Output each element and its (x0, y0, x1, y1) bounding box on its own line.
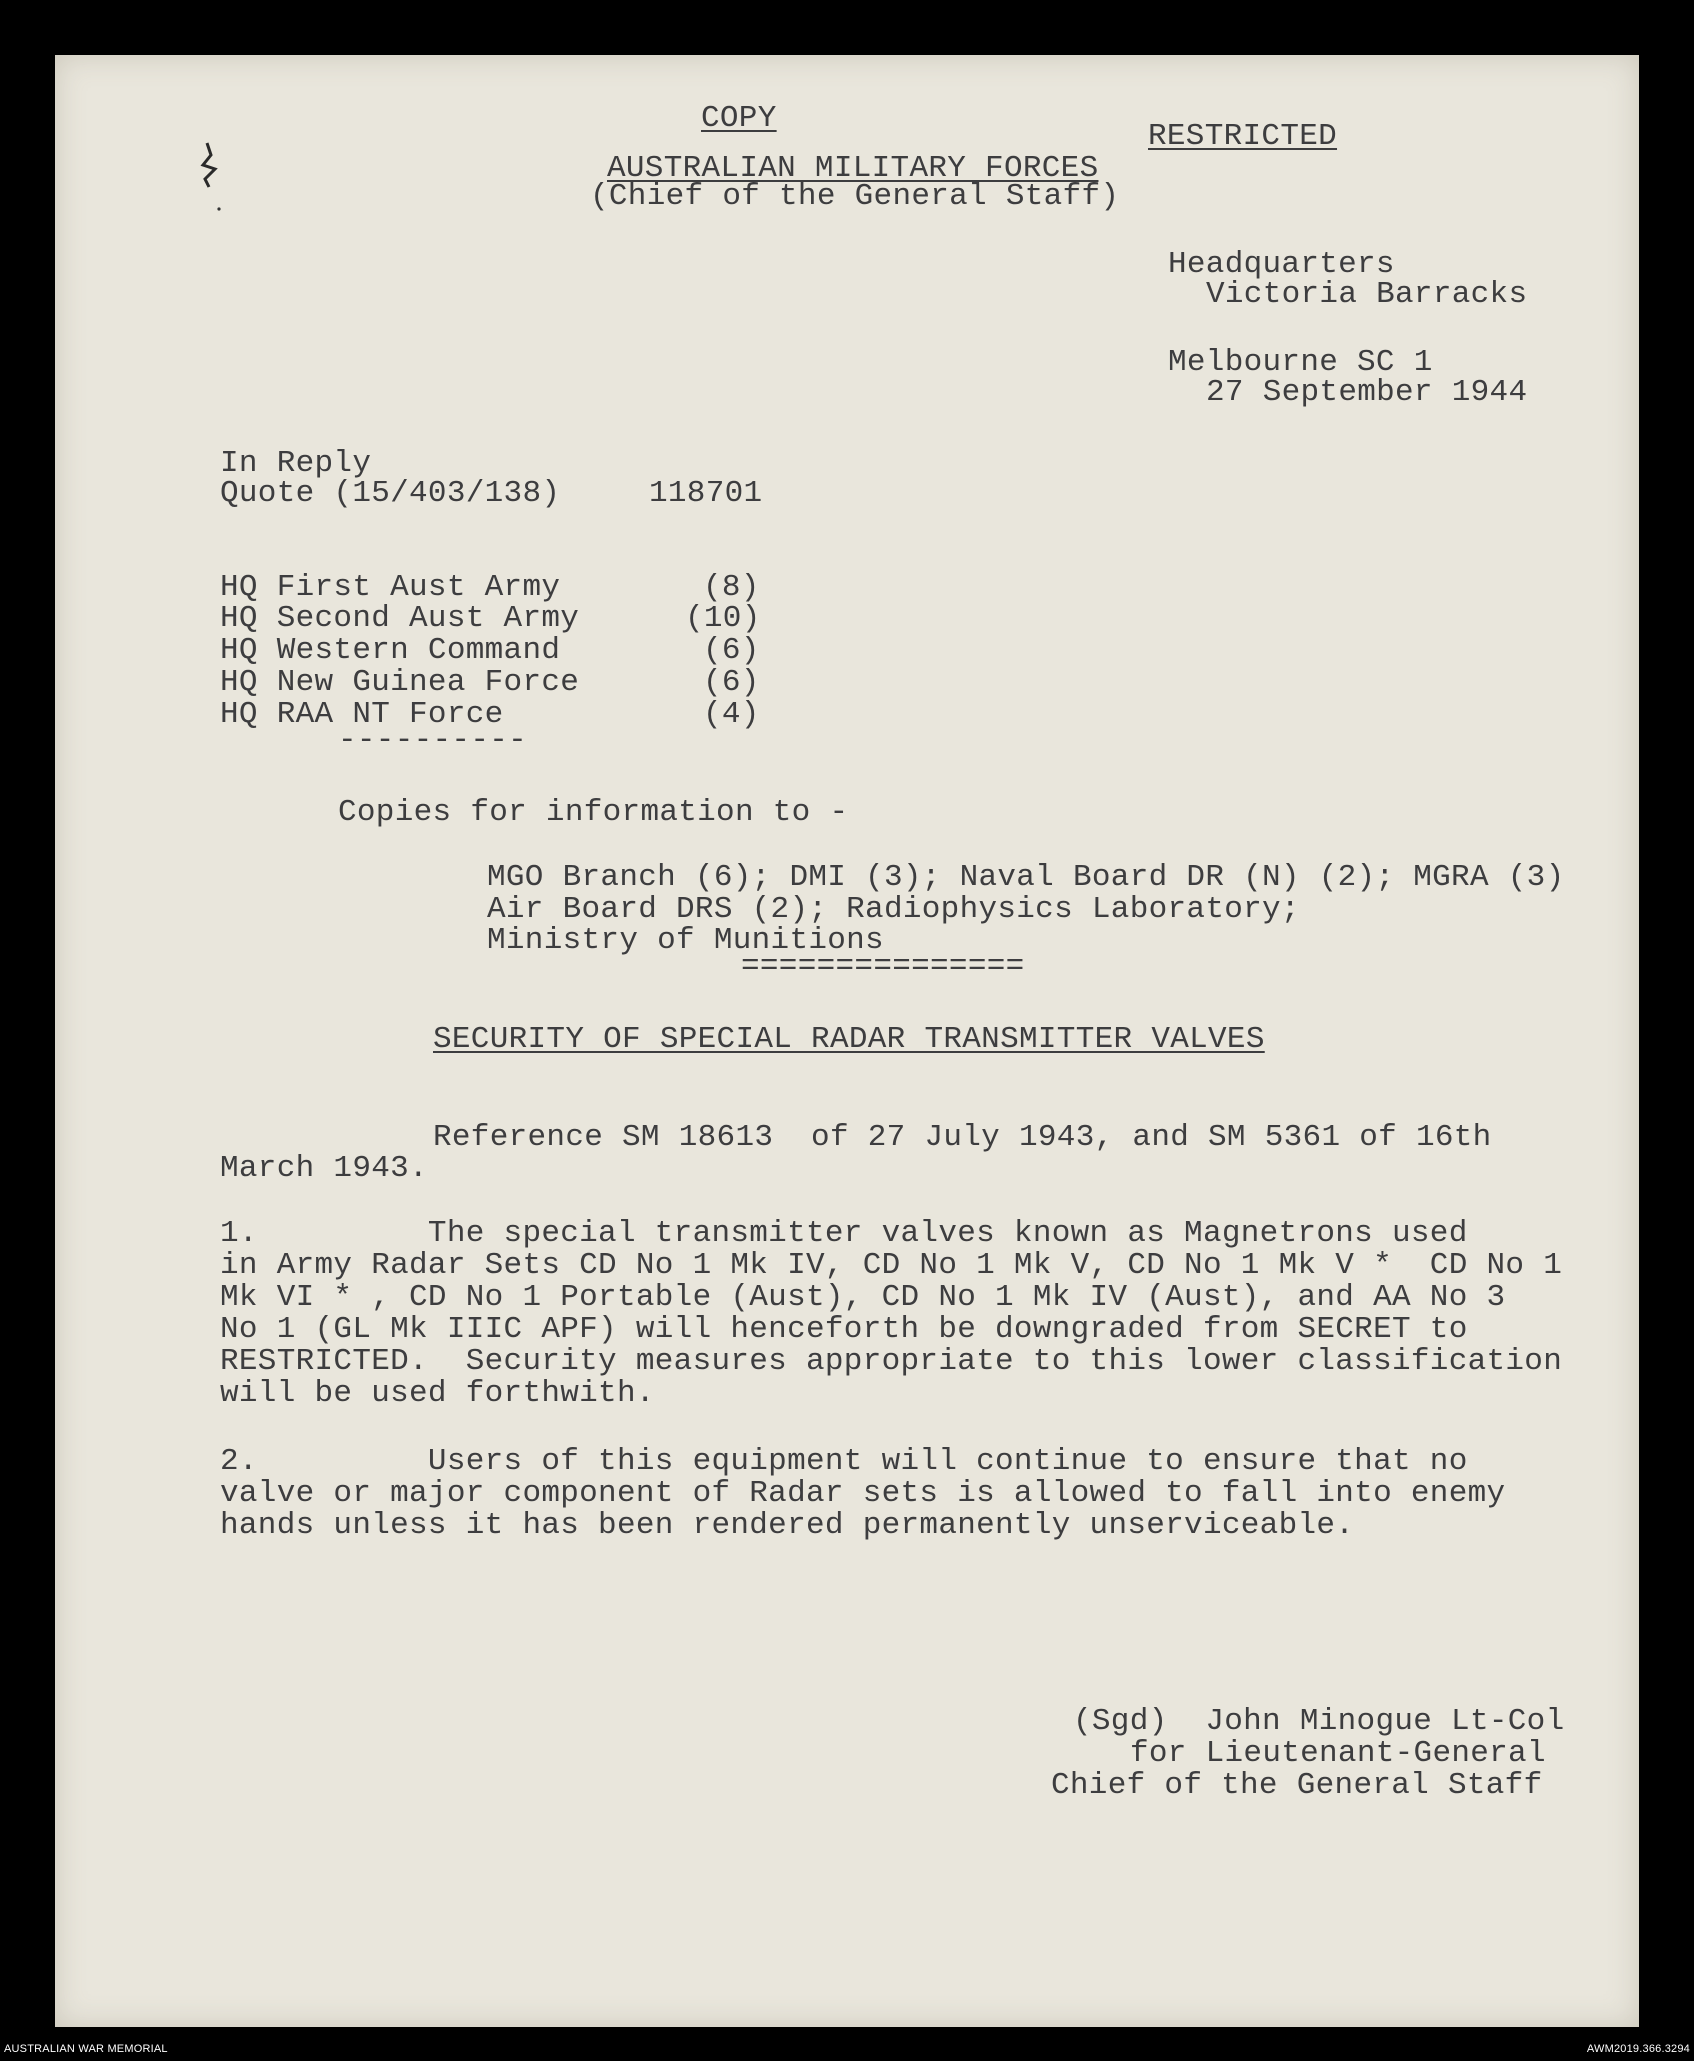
distribution-copies: (8) (703, 570, 760, 605)
classification-label: RESTRICTED (1148, 119, 1338, 154)
distribution-unit: HQ First Aust Army (220, 570, 561, 605)
address-line-2: Victoria Barracks (1206, 277, 1528, 312)
paragraph-2-line: 2. Users of this equipment will continue to ensure that no (220, 1444, 1468, 1479)
address-line-1: Headquarters (1168, 247, 1395, 282)
reference-paragraph-line: Reference SM 18613 of 27 July 1943, and SM 5361 of 16th (433, 1120, 1492, 1155)
distribution-unit: HQ Western Command (220, 633, 561, 668)
paragraph-1-line: RESTRICTED. Security measures appropriate to this lower classification (220, 1344, 1563, 1379)
footer-institution: AUSTRALIAN WAR MEMORIAL (4, 2043, 168, 2055)
distribution-unit: HQ Second Aust Army (220, 601, 580, 636)
distribution-copies: (6) (703, 633, 760, 668)
paragraph-1-line: in Army Radar Sets CD No 1 Mk IV, CD No 1 Mk V, CD No 1 Mk V * CD No 1 (220, 1248, 1563, 1283)
subject-heading: SECURITY OF SPECIAL RADAR TRANSMITTER VALVES (433, 1022, 1265, 1057)
organisation-subtitle: (Chief of the General Staff) (590, 179, 1120, 214)
document-page (55, 55, 1639, 2027)
organisation-title: AUSTRALIAN MILITARY FORCES (607, 151, 1099, 186)
paragraph-2-line: valve or major component of Radar sets is allowed to fall into enemy (220, 1476, 1506, 1511)
distribution-unit: HQ RAA NT Force (220, 697, 504, 732)
in-reply-label: In Reply (220, 446, 372, 481)
distribution-unit: HQ New Guinea Force (220, 665, 580, 700)
distribution-copies: (10) (685, 601, 761, 636)
copies-info-line: Air Board DRS (2); Radiophysics Laboratory; (487, 892, 1300, 927)
copies-info-rule: =============== (741, 949, 1025, 984)
signature-line: for Lieutenant-General (1130, 1736, 1546, 1771)
ink-blot-mark (185, 135, 235, 215)
copies-info-line: MGO Branch (6); DMI (3); Naval Board DR (N) (2); MGRA (3) (487, 860, 1565, 895)
copies-info-line: Ministry of Munitions (487, 923, 884, 958)
paragraph-1-line: 1. The special transmitter valves known as Magnetrons used (220, 1216, 1468, 1251)
reference-number: 118701 (649, 476, 763, 511)
quote-reference: Quote (15/403/138) (220, 476, 561, 511)
address-line-3: Melbourne SC 1 (1168, 345, 1433, 380)
paragraph-1-line: No 1 (GL Mk IIIC APF) will henceforth be downgraded from SECRET to (220, 1312, 1468, 1347)
paragraph-1-line: Mk VI * , CD No 1 Portable (Aust), CD No 1 Mk IV (Aust), and AA No 3 (220, 1280, 1506, 1315)
signature-line: Chief of the General Staff (1051, 1768, 1543, 1803)
signature-line: (Sgd) John Minogue Lt-Col (1073, 1704, 1565, 1739)
footer-accession-number: AWM2019.366.3294 (1586, 2043, 1690, 2055)
letter-date: 27 September 1944 (1206, 375, 1528, 410)
distribution-copies: (4) (703, 697, 760, 732)
copy-label: COPY (701, 101, 777, 136)
paragraph-2-line: hands unless it has been rendered permanently unserviceable. (220, 1508, 1355, 1543)
distribution-rule: ---------- (338, 723, 528, 758)
reference-paragraph-line: March 1943. (220, 1151, 428, 1186)
paragraph-1-line: will be used forthwith. (220, 1376, 655, 1411)
copies-info-heading: Copies for information to - (338, 795, 849, 830)
distribution-copies: (6) (703, 665, 760, 700)
